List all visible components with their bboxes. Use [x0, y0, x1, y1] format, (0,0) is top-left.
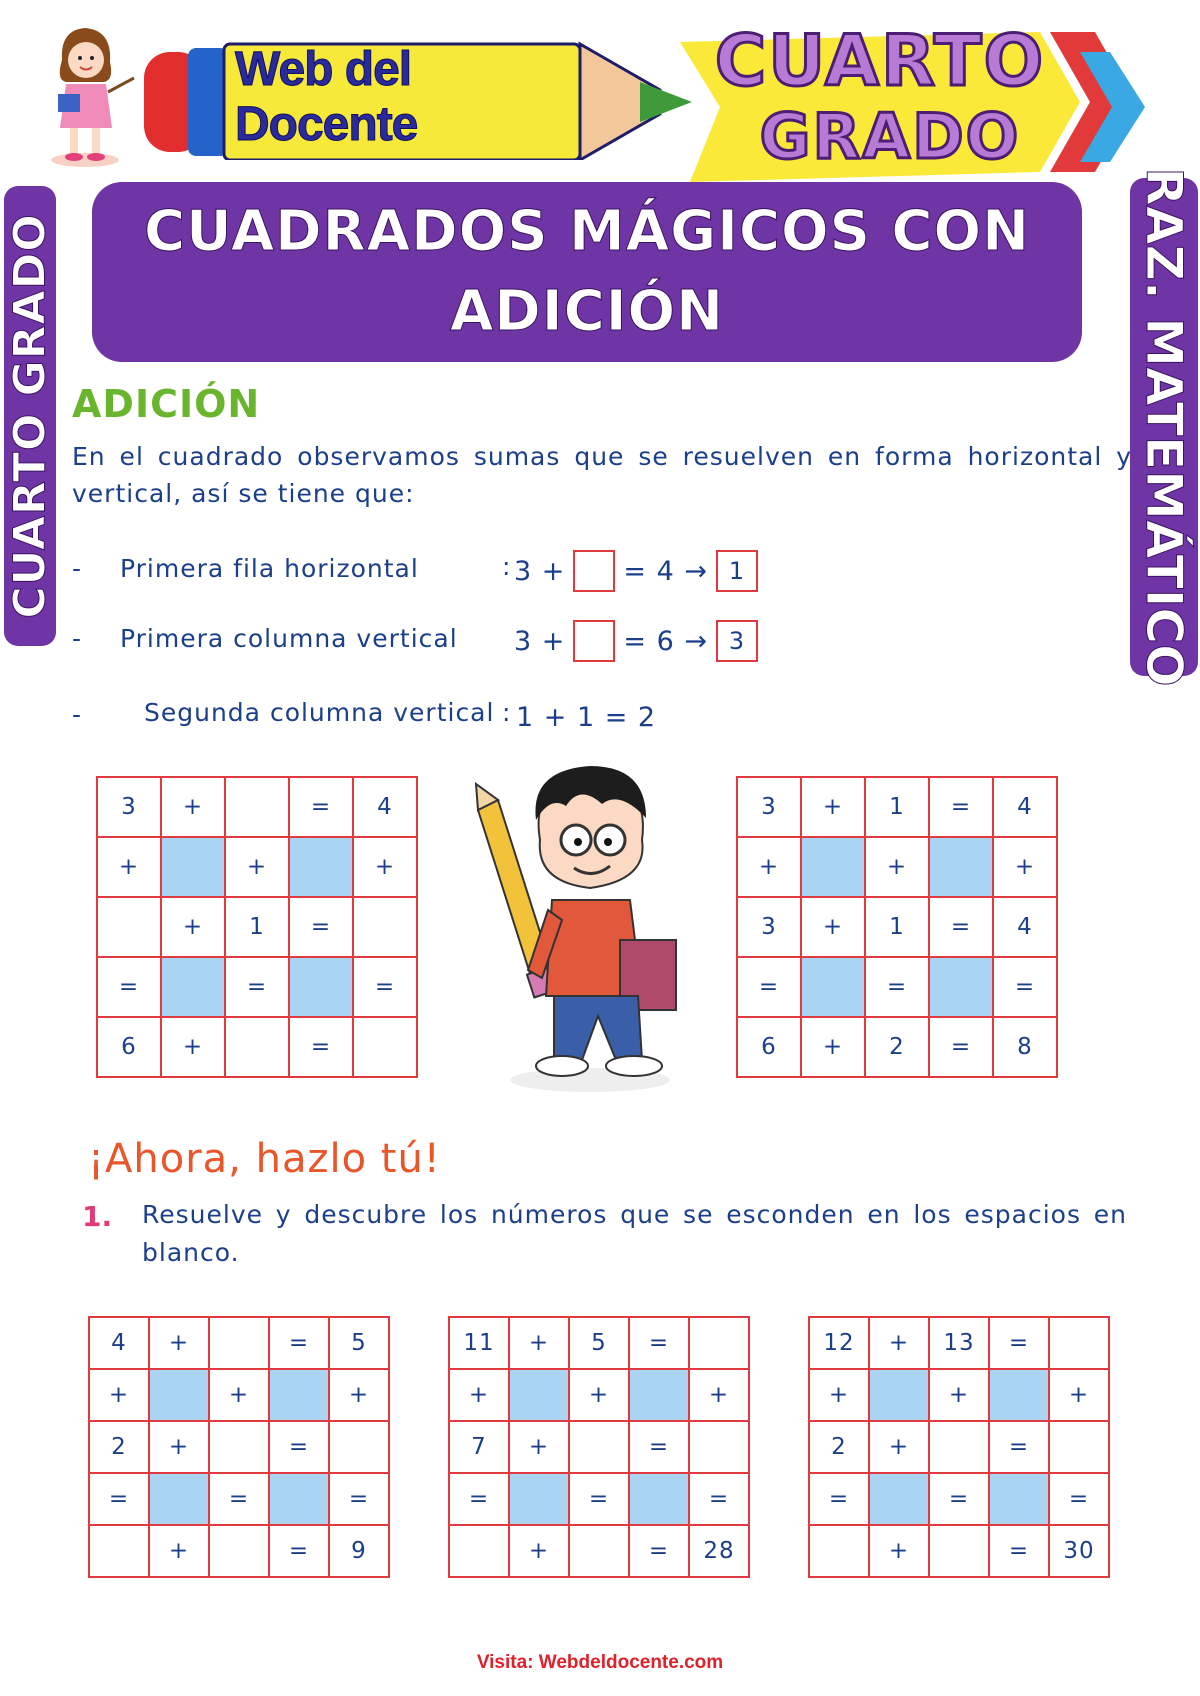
grid-cell: = — [989, 1317, 1049, 1369]
example-row — [0, 620, 1200, 670]
shaded-cell — [929, 837, 993, 897]
grid-cell: 4 — [993, 897, 1057, 957]
example-grid-solved — [736, 776, 1058, 1078]
grid-row — [89, 1473, 389, 1525]
blank-cell — [689, 1421, 749, 1473]
blank-cell — [1049, 1421, 1109, 1473]
blank-box — [573, 550, 615, 592]
grid-cell: + — [869, 1317, 929, 1369]
shaded-cell — [149, 1473, 209, 1525]
grid-cell: = — [929, 777, 993, 837]
example-label: Primera columna vertical — [120, 624, 458, 653]
grid-cell: = — [353, 957, 417, 1017]
grid-cell: + — [149, 1317, 209, 1369]
grid-cell: = — [865, 957, 929, 1017]
grid-row — [809, 1473, 1109, 1525]
grid-cell: 3 — [97, 777, 161, 837]
bullet-dash: - — [72, 624, 83, 653]
grid-cell: 6 — [737, 1017, 801, 1077]
grid-cell: 1 — [865, 777, 929, 837]
grid-row — [449, 1369, 749, 1421]
grid-cell: 1 — [865, 897, 929, 957]
grid-row — [449, 1525, 749, 1577]
grid-cell: + — [869, 1421, 929, 1473]
shaded-cell — [161, 957, 225, 1017]
blank-cell — [929, 1525, 989, 1577]
grid-row — [89, 1369, 389, 1421]
grid-cell: = — [269, 1317, 329, 1369]
blank-cell — [929, 1421, 989, 1473]
shaded-cell — [629, 1473, 689, 1525]
example-equation — [514, 620, 758, 662]
shaded-cell — [869, 1369, 929, 1421]
blank-cell — [97, 897, 161, 957]
grid-cell: + — [161, 1017, 225, 1077]
grid-row — [97, 777, 417, 837]
shaded-cell — [269, 1473, 329, 1525]
example-label: Segunda columna vertical — [144, 698, 495, 727]
blank-cell — [225, 777, 289, 837]
grid-row — [737, 897, 1057, 957]
grid-cell: + — [209, 1369, 269, 1421]
grid-row — [737, 1017, 1057, 1077]
grid-cell: + — [801, 897, 865, 957]
practice-grid-2 — [448, 1316, 750, 1578]
grid-cell: 28 — [689, 1525, 749, 1577]
boy-with-pencil-illustration — [470, 760, 690, 1100]
intro-paragraph: En el cuadrado observamos sumas que se resuelven en forma horizontal y vertical, así se tiene que: — [72, 442, 1132, 508]
shaded-cell — [289, 957, 353, 1017]
grid-cell: 4 — [993, 777, 1057, 837]
grid-cell: + — [97, 837, 161, 897]
logo-text: Web del Docente — [235, 43, 418, 151]
example-grid-unsolved — [96, 776, 418, 1078]
grid-cell: = — [929, 897, 993, 957]
bullet-dash: - — [72, 554, 83, 583]
blank-cell — [449, 1525, 509, 1577]
example-row — [0, 548, 1200, 598]
right-sidebar-label: RAZ. MATEMÁTICO — [1135, 167, 1193, 687]
example-expression: 1 + 1 = 2 — [516, 702, 657, 733]
blank-cell — [209, 1421, 269, 1473]
grid-cell: + — [509, 1421, 569, 1473]
equation-lhs: 3 + — [514, 625, 566, 657]
shaded-cell — [269, 1369, 329, 1421]
grid-row — [809, 1525, 1109, 1577]
grid-cell: 5 — [569, 1317, 629, 1369]
blank-cell — [209, 1525, 269, 1577]
grid-cell: + — [569, 1369, 629, 1421]
grid-cell: 2 — [809, 1421, 869, 1473]
grid-cell: 3 — [737, 777, 801, 837]
grid-row — [809, 1421, 1109, 1473]
blank-cell — [353, 897, 417, 957]
grid-cell: + — [449, 1369, 509, 1421]
grid-cell: + — [737, 837, 801, 897]
grid-cell: 12 — [809, 1317, 869, 1369]
grid-cell: 2 — [865, 1017, 929, 1077]
shaded-cell — [801, 837, 865, 897]
grid-cell: 9 — [329, 1525, 389, 1577]
grid-cell: = — [209, 1473, 269, 1525]
blank-cell — [329, 1421, 389, 1473]
shaded-cell — [509, 1369, 569, 1421]
example-colon: : — [502, 698, 512, 727]
grid-cell: = — [993, 957, 1057, 1017]
footer-link: Visita: Webdeldocente.com — [476, 1652, 724, 1673]
grid-cell: = — [629, 1421, 689, 1473]
grid-cell: = — [269, 1525, 329, 1577]
equation-rhs: = 6 → — [623, 625, 708, 657]
grid-row — [89, 1525, 389, 1577]
blank-cell — [689, 1317, 749, 1369]
grid-cell: = — [289, 1017, 353, 1077]
grid-row — [89, 1421, 389, 1473]
grid-cell: = — [929, 1017, 993, 1077]
grid-cell: = — [809, 1473, 869, 1525]
grid-cell: + — [801, 777, 865, 837]
example-equation — [514, 550, 758, 592]
grid-row — [449, 1473, 749, 1525]
grade-title-bottom: GRADO — [759, 100, 1021, 173]
call-to-action: ¡Ahora, hazlo tú! — [88, 1136, 441, 1182]
grid-cell: = — [449, 1473, 509, 1525]
blank-box — [573, 620, 615, 662]
shaded-cell — [869, 1473, 929, 1525]
grid-row — [97, 1017, 417, 1077]
grid-cell: + — [509, 1317, 569, 1369]
grid-row — [737, 837, 1057, 897]
grid-cell: + — [149, 1525, 209, 1577]
grid-row — [97, 957, 417, 1017]
grid-cell: 6 — [97, 1017, 161, 1077]
grid-cell: = — [89, 1473, 149, 1525]
blank-cell — [569, 1525, 629, 1577]
equation-rhs: = 4 → — [623, 555, 708, 587]
bullet-dash: - — [72, 700, 83, 729]
grid-row — [737, 777, 1057, 837]
grid-cell: + — [149, 1421, 209, 1473]
shaded-cell — [989, 1369, 1049, 1421]
grid-cell: = — [289, 897, 353, 957]
grid-cell: = — [689, 1473, 749, 1525]
grid-cell: + — [161, 777, 225, 837]
grid-cell: = — [989, 1525, 1049, 1577]
shaded-cell — [629, 1369, 689, 1421]
grid-cell: = — [269, 1421, 329, 1473]
shaded-cell — [149, 1369, 209, 1421]
grid-cell: = — [629, 1525, 689, 1577]
blank-cell — [225, 1017, 289, 1077]
grid-cell: + — [689, 1369, 749, 1421]
grid-cell: 11 — [449, 1317, 509, 1369]
grid-cell: + — [329, 1369, 389, 1421]
equation-lhs: 3 + — [514, 555, 566, 587]
grid-cell: = — [569, 1473, 629, 1525]
grid-row — [89, 1317, 389, 1369]
grid-cell: 1 — [225, 897, 289, 957]
blank-cell — [569, 1421, 629, 1473]
example-label: Primera fila horizontal — [120, 554, 419, 583]
grid-cell: + — [865, 837, 929, 897]
section-heading: ADICIÓN — [72, 382, 261, 426]
grid-cell: 2 — [89, 1421, 149, 1473]
grid-cell: = — [929, 1473, 989, 1525]
grid-cell: 5 — [329, 1317, 389, 1369]
grid-row — [97, 897, 417, 957]
grid-cell: 13 — [929, 1317, 989, 1369]
grid-cell: = — [989, 1421, 1049, 1473]
grade-title-top: CUARTO — [714, 20, 1046, 102]
grid-cell: = — [97, 957, 161, 1017]
shaded-cell — [801, 957, 865, 1017]
grid-row — [809, 1317, 1109, 1369]
grid-cell: + — [993, 837, 1057, 897]
page-title: CUADRADOS MÁGICOS CON ADICIÓN — [143, 199, 1031, 344]
grid-cell: + — [353, 837, 417, 897]
grid-cell: = — [1049, 1473, 1109, 1525]
shaded-cell — [929, 957, 993, 1017]
grid-cell: 30 — [1049, 1525, 1109, 1577]
practice-grid-3 — [808, 1316, 1110, 1578]
blank-cell — [1049, 1317, 1109, 1369]
grid-row — [449, 1421, 749, 1473]
question-number: 1. — [82, 1200, 113, 1233]
grid-cell: + — [809, 1369, 869, 1421]
practice-grid-1 — [88, 1316, 390, 1578]
right-sidebar — [1130, 167, 1198, 687]
grid-cell: 3 — [737, 897, 801, 957]
answer-box: 1 — [716, 550, 758, 592]
grid-cell: + — [1049, 1369, 1109, 1421]
shaded-cell — [989, 1473, 1049, 1525]
shaded-cell — [509, 1473, 569, 1525]
example-colon: : — [502, 552, 512, 581]
blank-cell — [353, 1017, 417, 1077]
shaded-cell — [161, 837, 225, 897]
grid-cell: 4 — [89, 1317, 149, 1369]
grid-cell: + — [801, 1017, 865, 1077]
grid-row — [737, 957, 1057, 1017]
grid-cell: + — [89, 1369, 149, 1421]
answer-box: 3 — [716, 620, 758, 662]
grid-cell: = — [289, 777, 353, 837]
grid-cell: 7 — [449, 1421, 509, 1473]
blank-cell — [809, 1525, 869, 1577]
left-sidebar-label: CUARTO GRADO — [4, 213, 56, 619]
grid-cell: 8 — [993, 1017, 1057, 1077]
grid-cell: + — [869, 1525, 929, 1577]
example-row — [0, 696, 1200, 746]
grid-row — [97, 837, 417, 897]
grid-cell: + — [509, 1525, 569, 1577]
grid-cell: = — [225, 957, 289, 1017]
grid-cell: 4 — [353, 777, 417, 837]
grid-cell: = — [737, 957, 801, 1017]
grid-cell: = — [329, 1473, 389, 1525]
grid-cell: + — [929, 1369, 989, 1421]
blank-cell — [89, 1525, 149, 1577]
title-banner — [92, 182, 1082, 362]
teacher-illustration — [30, 20, 140, 170]
shaded-cell — [289, 837, 353, 897]
blank-cell — [209, 1317, 269, 1369]
grid-row — [809, 1369, 1109, 1421]
grid-cell: + — [225, 837, 289, 897]
grid-row — [449, 1317, 749, 1369]
question-text: Resuelve y descubre los números que se esconden en los espacios en blanco. — [142, 1200, 1127, 1267]
grid-cell: + — [161, 897, 225, 957]
grid-cell: = — [629, 1317, 689, 1369]
